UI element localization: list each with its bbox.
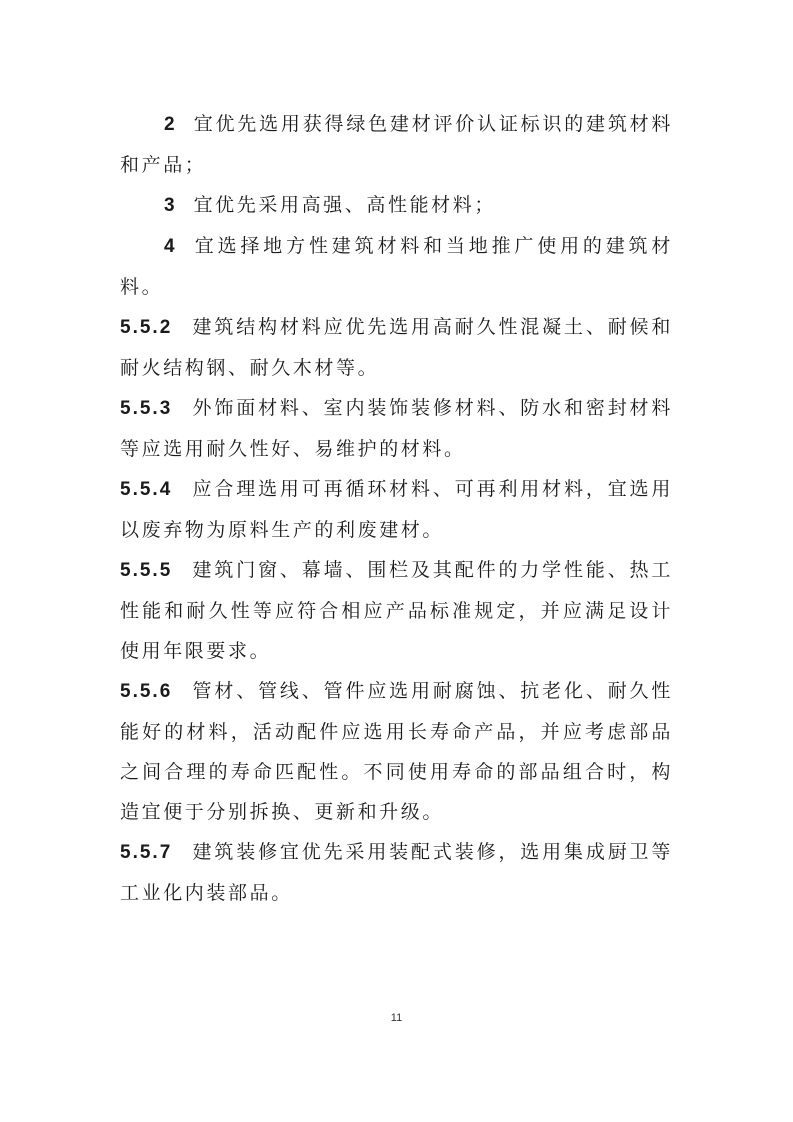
list-item <box>120 104 673 185</box>
page-content <box>120 104 673 913</box>
list-item <box>120 185 673 226</box>
item-text: 宜优先选用获得绿色建材评价认证标识的建筑材料和产品； <box>120 113 673 176</box>
clause-number: 5.5.6 <box>120 681 173 702</box>
item-number: 3 <box>164 195 176 216</box>
item-number: 4 <box>164 236 176 257</box>
list-item <box>120 226 673 307</box>
clause-number: 5.5.2 <box>120 317 173 338</box>
item-text: 宜优先采用高强、高性能材料； <box>193 194 496 216</box>
clause-number: 5.5.5 <box>120 560 173 581</box>
clause-text: 外饰面材料、室内装饰装修材料、防水和密封材料等应选用耐久性好、易维护的材料。 <box>120 397 673 460</box>
clause-text: 管材、管线、管件应选用耐腐蚀、抗老化、耐久性能好的材料，活动配件应选用长寿命产品，并应考虑部品之间合理的寿命匹配性。不同使用寿命的部品组合时，构造宜便于分别拆换、更新和升级。 <box>120 680 673 823</box>
clause-paragraph <box>120 388 673 469</box>
clause-paragraph <box>120 307 673 388</box>
clause-number: 5.5.7 <box>120 842 173 863</box>
item-text: 宜选择地方性建筑材料和当地推广使用的建筑材料。 <box>120 235 673 298</box>
clause-text: 建筑装修宜优先采用装配式装修，选用集成厨卫等工业化内装部品。 <box>120 841 673 904</box>
clause-paragraph <box>120 832 673 913</box>
item-number: 2 <box>164 114 176 135</box>
clause-paragraph <box>120 469 673 550</box>
clause-paragraph <box>120 550 673 671</box>
clause-number: 5.5.4 <box>120 479 173 500</box>
clause-number: 5.5.3 <box>120 398 173 419</box>
page-number: 11 <box>390 1012 403 1024</box>
clause-text: 建筑门窗、幕墙、围栏及其配件的力学性能、热工性能和耐久性等应符合相应产品标准规定，并应满足设计使用年限要求。 <box>120 559 673 662</box>
clause-text: 建筑结构材料应优先选用高耐久性混凝土、耐候和耐火结构钢、耐久木材等。 <box>120 316 673 379</box>
clause-text: 应合理选用可再循环材料、可再利用材料，宜选用以废弃物为原料生产的利废建材。 <box>120 478 673 541</box>
clause-paragraph <box>120 671 673 832</box>
